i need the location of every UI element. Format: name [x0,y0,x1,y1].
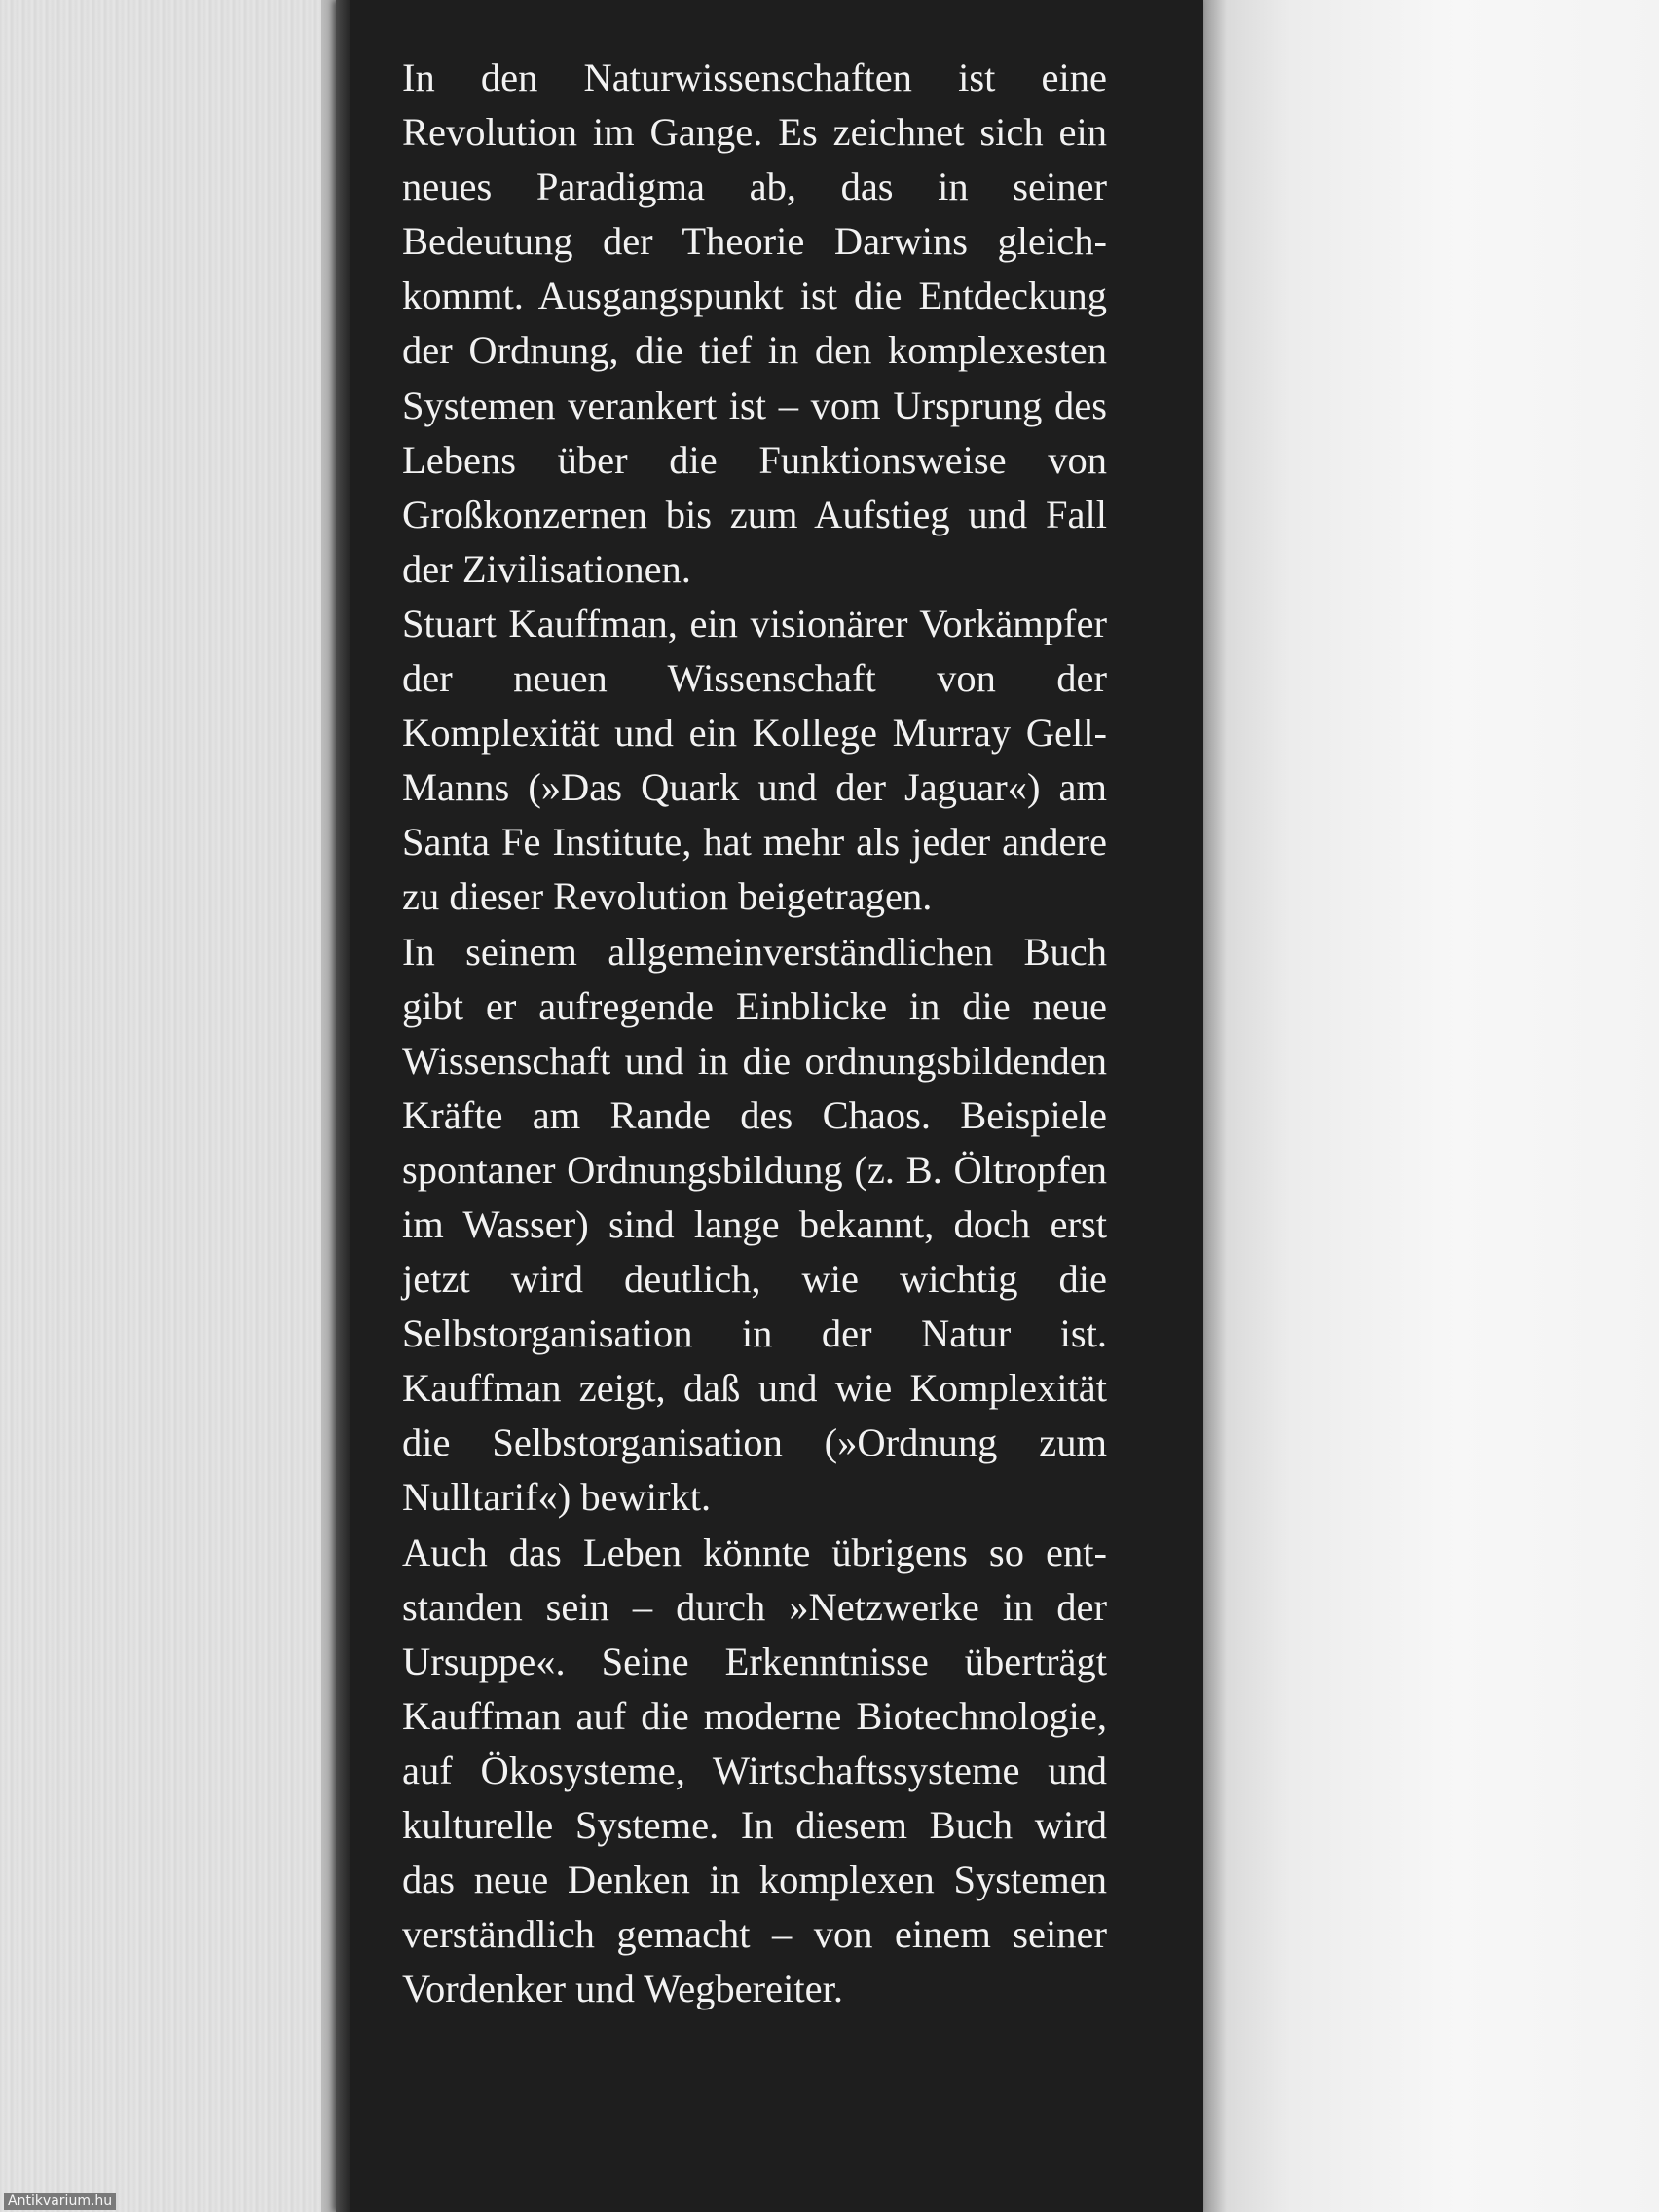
left-background-surface [0,0,352,2212]
blurb-paragraph-1: In den Naturwissenschaften ist eine Revolution im Gange. Es zeichnet sich ein neues Paradigma ab, das in seiner Bedeutung der Theorie Darwins gleichkommt. Ausgangspunkt ist die Entdeckung der Ordnung, die tief in den komplexesten Systemen verankert ist – vom Ursprung des Lebens über die Funktionsweise von Großkonzernen bis zum Aufstieg und Fall der Zivilisationen. [402,55,1107,591]
right-background-shadow [1203,0,1227,2212]
watermark-label: Antikvarium.hu [4,2193,116,2210]
blurb-paragraph-2: Stuart Kauffman, ein visionärer Vorkämpfer der neuen Wissenschaft von der Komplexität und ein Kollege Murray Gell-Manns (»Das Quark und der Jaguar«) am Santa Fe Institute, hat mehr als jeder andere zu dieser Revolution beigetragen. [402,601,1107,919]
blurb-paragraph-4: Auch das Leben könnte übrigens so entstanden sein – durch »Netzwerke in der Ursuppe«. Seine Erkenntnisse überträgt Kauffman auf die moderne Biotechnologie, auf Ökosysteme, Wirtschaftssysteme und kulturelle Systeme. In diesem Buch wird das neue Denken in komplexen Systemen verständlich gemacht – von einem seiner Vordenker und Wegbereiter. [402,1530,1107,2011]
blurb-paragraph-3: In seinem allgemeinverständlichen Buch gibt er aufregende Einblicke in die neue Wissenschaft und in die ordnungsbildenden Kräfte am Rande des Chaos. Beispiele spontaner Ordnungsbildung (z. B. Öltropfen im Wasser) sind lange bekannt, doch erst jetzt wird deutlich, wie wichtig die Selbstorganisation in der Natur ist. Kauffman zeigt, daß und wie Komplexität die Selbstorganisation (»Ordnung zum Nulltarif«) bewirkt. [402,929,1107,1520]
right-background-surface [1203,0,1659,2212]
book-spine-edge [336,0,350,2212]
cover-blurb-text [402,51,1107,2016]
